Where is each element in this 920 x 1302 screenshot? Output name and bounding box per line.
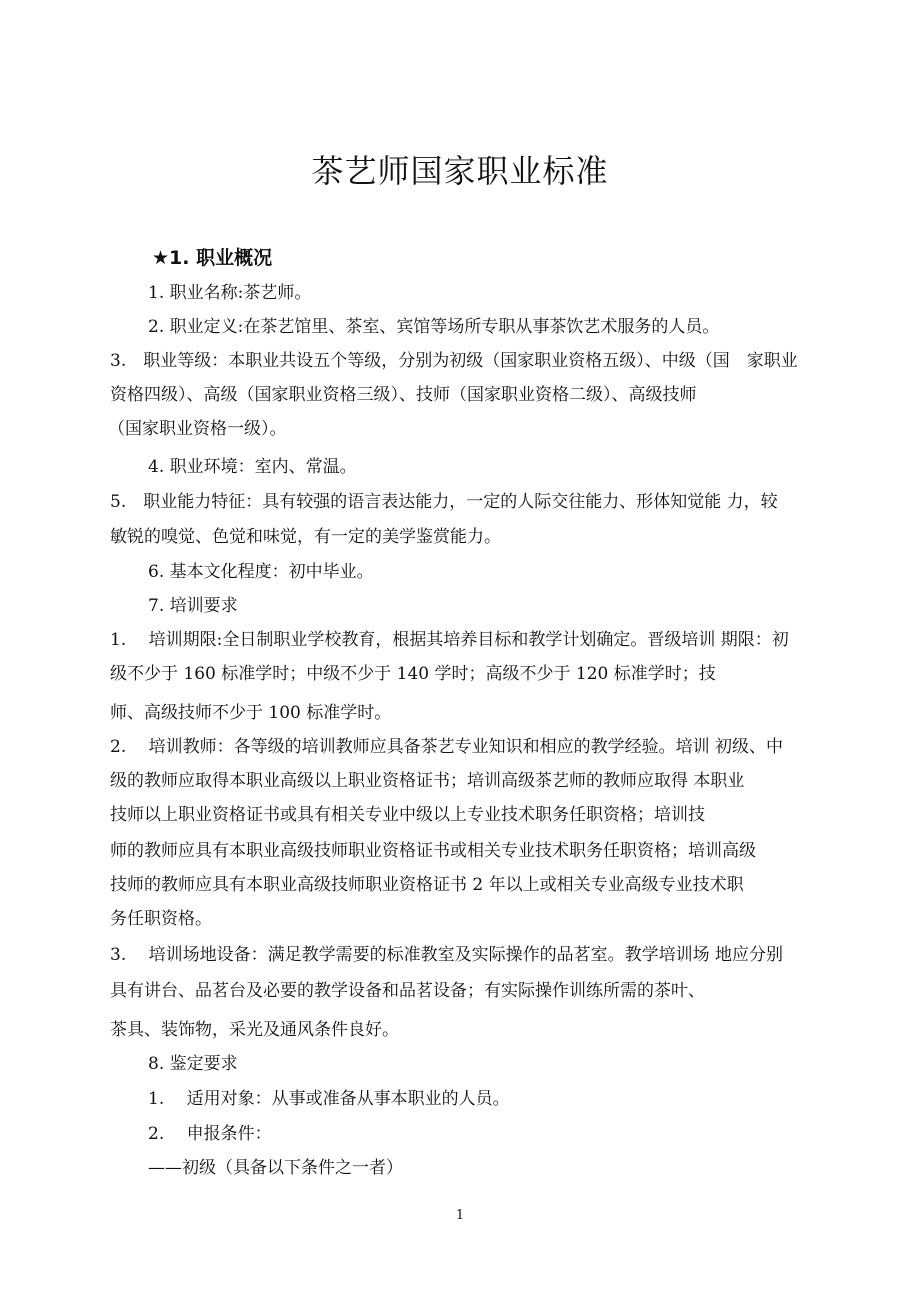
text-line: 级的教师应取得本职业高级以上职业资格证书；培训高级茶艺师的教师应取得 本职业 xyxy=(110,771,745,791)
text-line: 2. 培训教师：各等级的培训教师应具备茶艺专业知识和相应的教学经验。培训 初级、中 xyxy=(110,737,784,757)
text-line: 1. 职业名称:茶艺师。 xyxy=(148,283,312,303)
text-line: 茶具、装饰物，采光及通风条件良好。 xyxy=(110,1020,399,1040)
text-line: 具有讲台、品茗台及必要的教学设备和品茗设备；有实际操作训练所需的茶叶、 xyxy=(110,981,705,1001)
page-number: 1 xyxy=(455,1208,465,1223)
text-line: 4. 职业环境：室内、常温。 xyxy=(148,457,357,477)
text-line: 技师的教师应具有本职业高级技师职业资格证书 2 年以上或相关专业高级专业技术职 xyxy=(110,875,744,895)
text-line: 2. 职业定义:在茶艺馆里、茶室、宾馆等场所专职从事茶饮艺术服务的人员。 xyxy=(148,317,720,337)
text-line: 1. 适用对象：从事或准备从事本职业的人员。 xyxy=(148,1089,510,1109)
text-line: 师、高级技师不少于 100 标准学时。 xyxy=(110,703,392,723)
text-line: 敏锐的嗅觉、色觉和味觉，有一定的美学鉴赏能力。 xyxy=(110,527,501,547)
text-line: 级不少于 160 标准学时；中级不少于 140 学时；高级不少于 120 标准学时；技 xyxy=(110,664,716,684)
text-line: 技师以上职业资格证书或具有相关专业中级以上专业技术职务任职资格；培训技 xyxy=(110,805,705,825)
text-line: （国家职业资格一级）。 xyxy=(108,419,287,439)
text-line: 3. 培训场地设备：满足教学需要的标准教室及实际操作的品茗室。教学培训场 地应分别 xyxy=(110,945,784,965)
text-line: 6. 基本文化程度：初中毕业。 xyxy=(148,562,374,582)
text-line: 3. 职业等级：本职业共设五个等级，分别为初级（国家职业资格五级）、中级（国 家职业 xyxy=(110,351,798,371)
text-line: 资格四级）、高级（国家职业资格三级）、技师（国家职业资格二级）、高级技师 xyxy=(110,385,697,405)
text-line: 2. 申报条件： xyxy=(148,1124,272,1144)
text-line: 8. 鉴定要求 xyxy=(148,1054,238,1074)
document-title: 茶艺师国家职业标准 xyxy=(311,152,609,190)
text-line: 7. 培训要求 xyxy=(148,596,238,616)
text-line: 师的教师应具有本职业高级技师职业资格证书或相关专业技术职务任职资格；培训高级 xyxy=(110,841,756,861)
text-line: 1. 培训期限:全日制职业学校教育，根据其培养目标和教学计划确定。晋级培训 期限：初 xyxy=(110,630,789,650)
section-heading: ★1. 职业概况 xyxy=(152,247,273,269)
text-line: 5. 职业能力特征：具有较强的语言表达能力，一定的人际交往能力、形体知觉能 力，较 xyxy=(110,492,778,512)
text-line: 务任职资格。 xyxy=(110,909,212,929)
text-line: ——初级（具备以下条件之一者） xyxy=(148,1158,403,1178)
